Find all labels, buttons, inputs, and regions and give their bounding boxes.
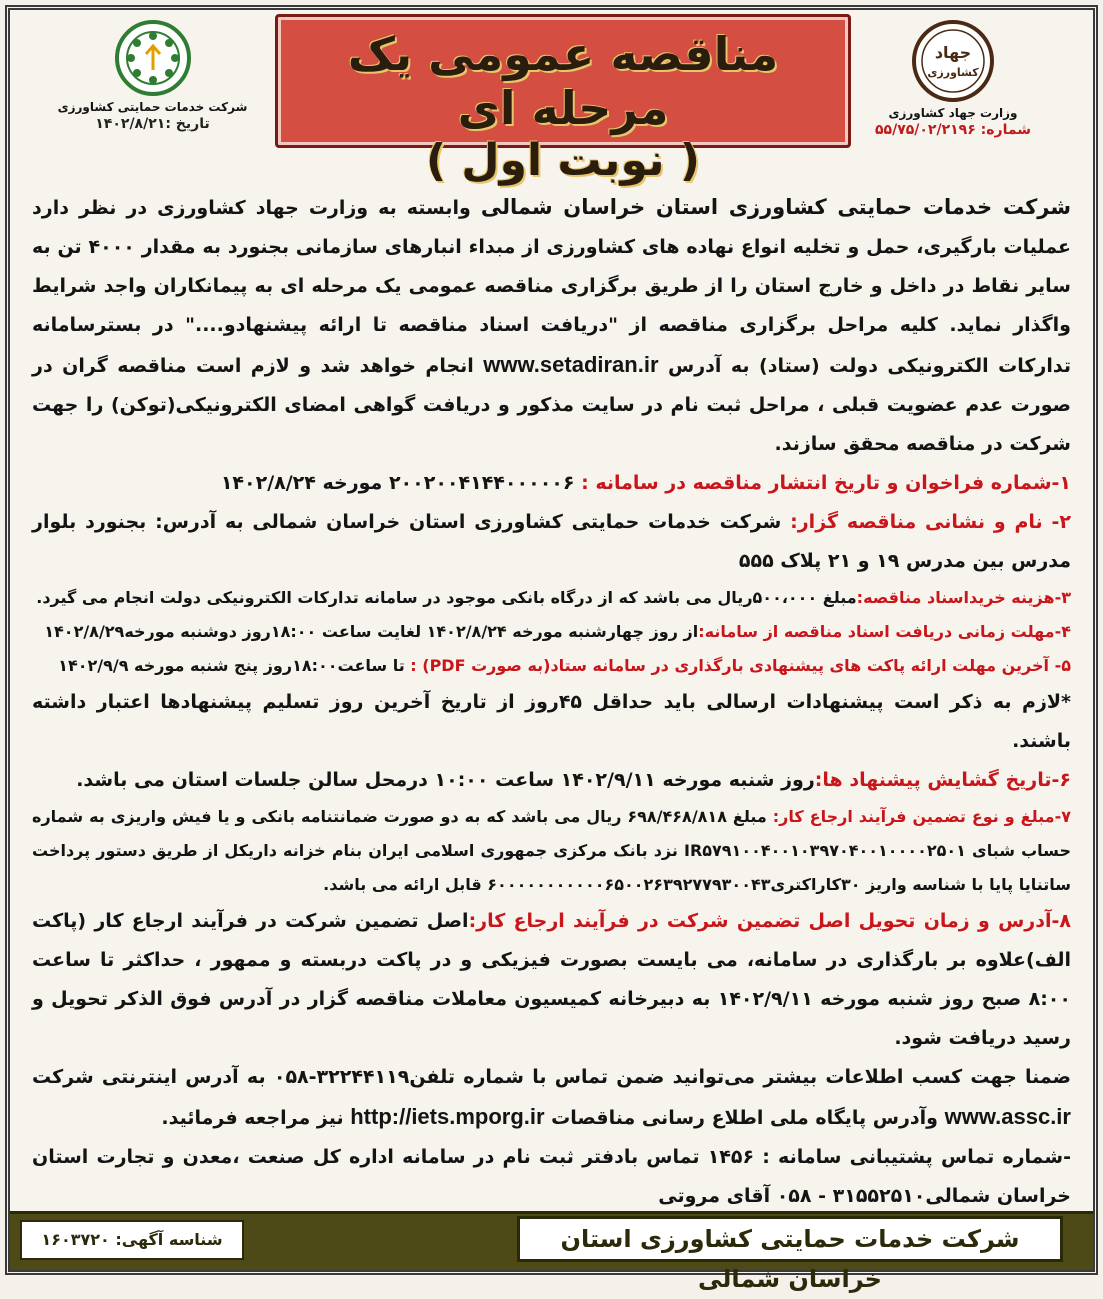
left-org-caption: شرکت خدمات حمایتی کشاورزی xyxy=(57,100,248,114)
item-8-label: ۸-آدرس و زمان تحویل اصل تضمین شرکت در فرآیند ارجاع کار: xyxy=(468,910,1071,932)
item-7-text: مبلغ ۶۹۸/۴۶۸/۸۱۸ ریال می باشد که به دو صورت ضمانتنامه بانکی و یا فیش واریزی به شماره حساب شبای IR۵۷۹۱۰۰۴۰۰۱۰۳۹۷۰۴۰۰۱۰۰۰۰۲۵۰۱ نزد بانک مرکزی جمهوری اسلامی ایران بنام خزانه داریکل از طریق دستور پرداخت ساتنایا پایا با شناسه واریز ۳۰کاراکتری۶۰۰۰۰۰۰۰۰۰۰۰۶۵۰۰۲۶۳۹۲۷۷۹۳۰۰۴۳ قابل ارائه می باشد. xyxy=(32,807,1071,894)
item-2 xyxy=(32,503,1071,581)
assc-link[interactable]: www.assc.ir xyxy=(944,1104,1071,1129)
ad-id: شناسه آگهی: ۱۶۰۳۷۲۰ xyxy=(20,1220,244,1260)
company-logo-block xyxy=(40,18,265,132)
item-7 xyxy=(32,800,1071,902)
item-4 xyxy=(32,615,1071,649)
footer-band xyxy=(10,1211,1093,1293)
contact-text-1: ضمنا جهت کسب اطلاعات بیشتر می‌توانید ضمن تماس با شماره تلفن۳۲۲۴۴۱۱۹-۰۵۸ به آدرس اینترنتی شرکت xyxy=(32,1066,1072,1088)
setad-link[interactable]: www.setadiran.ir xyxy=(483,352,659,377)
svg-text:کشاورزی: کشاورزی xyxy=(927,66,979,79)
validity-note-text: *لازم به ذکر است پیشنهادات ارسالی باید حداقل ۴۵روز از تاریخ آخرین روز تسلیم پیشنهادها اعتبار داشته باشند. xyxy=(32,691,1071,752)
company-logo-icon xyxy=(113,18,193,98)
item-2-label: ۲- نام و نشانی مناقصه گزار: xyxy=(790,511,1071,533)
item-1 xyxy=(32,464,1071,503)
intro-text-2: انجام خواهد شد و لازم است مناقصه گران در صورت عدم عضویت قبلی ، مراحل ثبت نام در سایت مذکور و دریافت گواهی امضای الکترونیکی(توکن) را جهت شرکت در مناقصه محقق سازند. xyxy=(32,355,1071,455)
footer-title: شرکت خدمات حمایتی کشاورزی استان خراسان شمالی xyxy=(517,1216,1063,1262)
intro-paragraph xyxy=(32,188,1071,464)
item-5 xyxy=(32,649,1071,683)
notice-date: تاریخ :۱۴۰۲/۸/۲۱ xyxy=(95,116,210,132)
title-banner xyxy=(275,14,851,186)
support-text: -شماره تماس پشتیبانی سامانه : ۱۴۵۶ تماس بادفتر ثبت نام در سامانه اداره کل صنعت ،معدن و تجارت استان خراسان شمالی۳۱۵۵۲۵۱۰ - ۰۵۸ آقای مروتی xyxy=(32,1146,1071,1207)
item-2-text: شرکت خدمات حمایتی کشاورزی استان خراسان شمالی به آدرس: بجنورد بلوار مدرس بین مدرس ۱۹ و ۲۱ پلاک ۵۵۵ xyxy=(32,511,1071,572)
intro-text-1: وابسته به وزارت جهاد کشاورزی در نظر دارد عملیات بارگیری، حمل و تخلیه انواع نهاده های کشاورزی از مبداء انبارهای سازمانی بجنورد به مقدار ۴۰۰۰ تن به سایر نقاط در داخل و خارج استان را از طریق برگزاری مناقصه عمومی یک مرحله ای به پیمانکاران واجد شرایط واگذار نماید. کلیه مراحل برگزاری مناقصه از "دریافت اسناد مناقصه تا ارائه پیشنهادو...." در بسترسامانه تدارکات الکترونیکی دولت (ستاد) به آدرس xyxy=(32,197,1071,377)
contact-text-3: نیز مراجعه فرمائید. xyxy=(161,1107,351,1129)
item-5-label: ۵- آخرین مهلت ارائه پاکت های پیشنهادی بارگذاری در سامانه ستاد(به صورت PDF) : xyxy=(410,656,1071,675)
notice-body xyxy=(32,188,1071,1216)
item-6-text: روز شنبه مورخه ۱۴۰۲/۹/۱۱ ساعت ۱۰:۰۰ درمحل سالن جلسات استان می باشد. xyxy=(76,769,815,791)
tender-notice xyxy=(5,5,1098,1293)
item-4-label: ۴-مهلت زمانی دریافت اسناد مناقصه از سامانه: xyxy=(698,622,1071,641)
support-paragraph xyxy=(32,1138,1071,1216)
validity-note xyxy=(32,683,1071,761)
item-5-text: تا ساعت۱۸:۰۰روز پنج شنبه مورخه ۱۴۰۲/۹/۹ xyxy=(58,656,411,675)
item-3-text: مبلغ ۵۰۰،۰۰۰ریال می باشد که از درگاه بانکی موجود در سامانه تدارکات الکترونیکی دولت انجام می گیرد. xyxy=(36,588,857,607)
iets-link[interactable]: http://iets.mporg.ir xyxy=(350,1104,545,1129)
page-title: مناقصه عمومی یک مرحله ای xyxy=(347,27,779,135)
item-4-text: از روز چهارشنبه مورخه ۱۴۰۲/۸/۲۴ لغایت ساعت ۱۸:۰۰روز دوشنبه مورخه۱۴۰۲/۸/۲۹ xyxy=(44,622,699,641)
item-1-label: ۱-شماره فراخوان و تاریخ انتشار مناقصه در سامانه : xyxy=(581,472,1071,494)
intro-company: شرکت خدمات حمایتی کشاورزی استان خراسان شمالی xyxy=(480,195,1071,219)
ministry-logo-icon xyxy=(910,18,996,104)
item-6 xyxy=(32,761,1071,800)
item-3 xyxy=(32,581,1071,615)
page-subtitle: ( نوبت اول ) xyxy=(426,135,700,186)
item-8-text: اصل تضمین شرکت در فرآیند ارجاع کار (پاکت الف)علاوه بر بارگذاری در سامانه، می بایست بصورت فیزیکی و در پاکت دربسته و ممهور ، حداکثر تا ساعت ۸:۰۰ صبح روز شنبه مورخه ۱۴۰۲/۹/۱۱ به دبیرخانه کمیسیون معاملات مناقصه گزار در آدرس فوق الذکر تحویل و رسید دریافت شود. xyxy=(32,910,1071,1049)
notice-number: شماره: ۵۵/۷۵/۰۲/۲۱۹۶ xyxy=(874,122,1031,138)
item-1-text: ۲۰۰۲۰۰۴۱۴۴۰۰۰۰۰۶ مورخه ۱۴۰۲/۸/۲۴ xyxy=(220,472,582,494)
contact-paragraph xyxy=(32,1058,1071,1138)
item-7-label: ۷-مبلغ و نوع تضمین فرآیند ارجاع کار: xyxy=(772,807,1071,826)
svg-text:جهاد: جهاد xyxy=(934,43,972,62)
item-3-label: ۳-هزینه خریداسناد مناقصه: xyxy=(856,588,1071,607)
item-6-label: ۶-تاریخ گشایش پیشنهاد ها: xyxy=(814,769,1071,791)
item-8 xyxy=(32,902,1071,1058)
ministry-logo-block xyxy=(833,18,1073,138)
right-org-caption: وزارت جهاد کشاورزی xyxy=(888,106,1018,120)
contact-text-2: وآدرس پایگاه ملی اطلاع رسانی مناقصات xyxy=(544,1107,945,1129)
